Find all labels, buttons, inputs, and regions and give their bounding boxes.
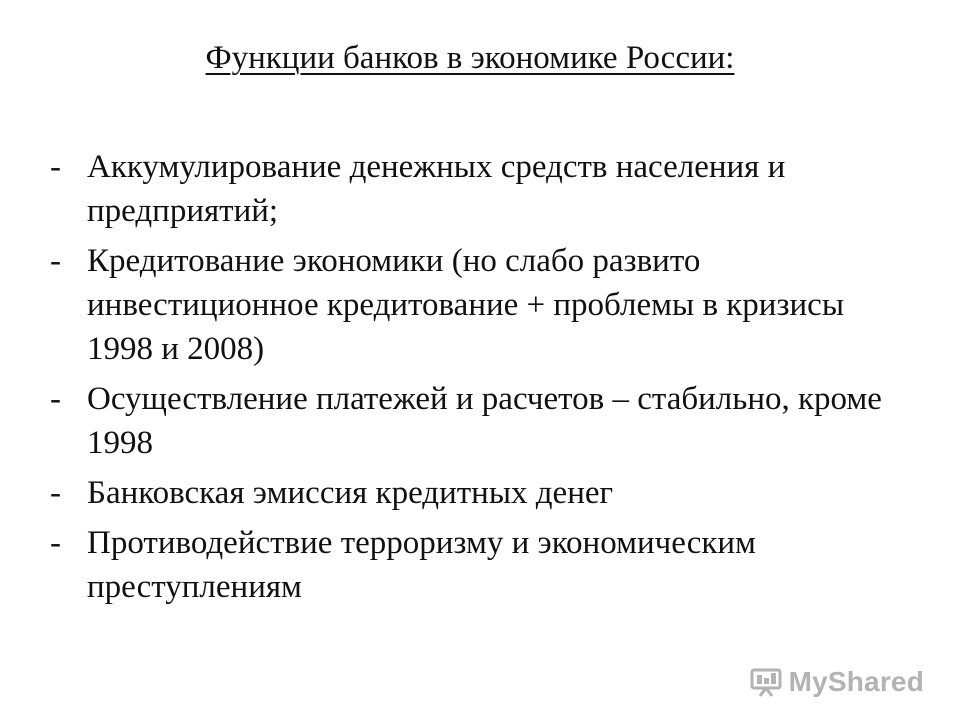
bullet-dash: - <box>50 525 61 561</box>
bullet-dash: - <box>50 243 61 279</box>
list-item <box>50 377 900 465</box>
list-item-text: Кредитование экономики (но слабо развито инвестиционное кредитование + проблемы в кризисы 1998 и 2008) <box>87 243 844 367</box>
list-item <box>50 521 900 609</box>
myshared-watermark <box>749 666 924 698</box>
list-item <box>50 471 900 515</box>
list-item-text: Аккумулирование денежных средств населения и предприятий; <box>87 149 786 229</box>
list-item-text: Противодействие терроризму и экономическим преступлениям <box>87 525 756 605</box>
watermark-text: MyShared <box>788 666 924 697</box>
slide-title: Функции банков в экономике России: <box>205 40 735 76</box>
presentation-board-icon <box>749 667 783 697</box>
bullet-dash: - <box>50 149 61 185</box>
bullet-dash: - <box>50 475 61 511</box>
list-item-text: Банковская эмиссия кредитных денег <box>87 475 614 511</box>
list-item <box>50 145 900 233</box>
list-item-text: Осуществление платежей и расчетов – стабильно, кроме 1998 <box>87 381 882 461</box>
bullet-list <box>50 145 900 615</box>
list-item <box>50 239 900 371</box>
bullet-dash: - <box>50 381 61 417</box>
